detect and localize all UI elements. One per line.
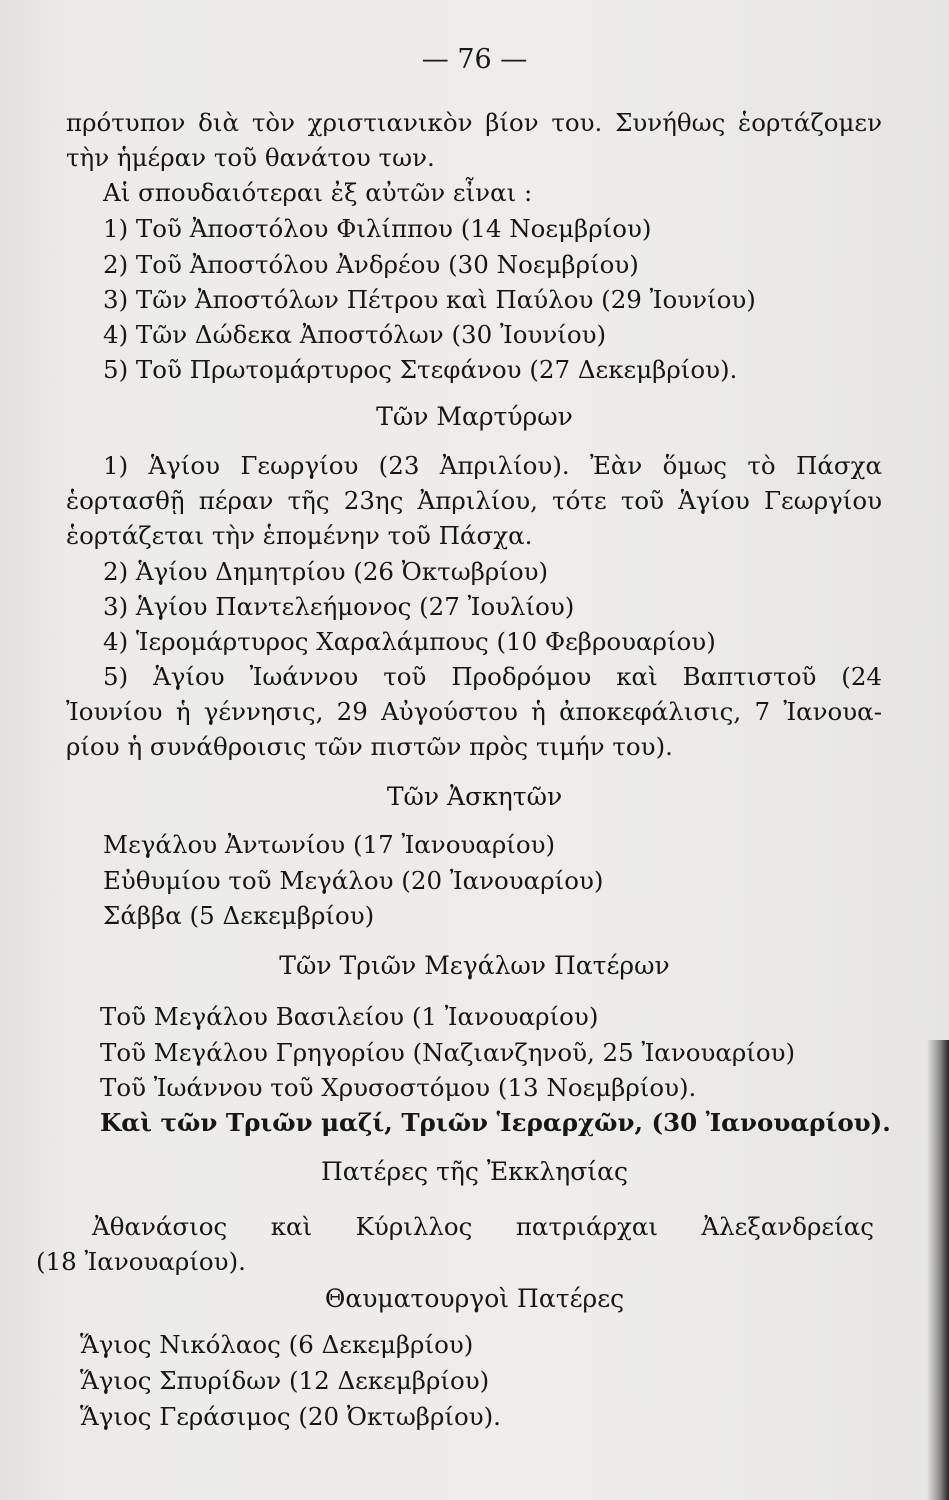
martyr-item-1-line-3: ἑορτάζεται τὴν ἑπομένην τοῦ Πάσχα. — [66, 521, 533, 550]
ascetic-item-1: Μεγάλου Ἀντωνίου (17 Ἰανουαρίου) — [103, 830, 556, 859]
martyr-item-1-line-1: 1) Ἁγίου Γεωργίου (23 Ἀπριλίου). Ἐὰν ὅμως τὸ Πάσχα — [103, 451, 882, 480]
wonderworkers-heading: Θαυματουργοὶ Πατέρες — [324, 1284, 625, 1313]
wonderworker-item-3: Ἅγιος Γεράσιμος (20 Ὀκτωβρίου). — [80, 1402, 501, 1431]
ascetics-heading: Τῶν Ἀσκητῶν — [386, 782, 563, 811]
wonderworker-item-2: Ἅγιος Σπυρίδων (12 Δεκεμβρίου) — [80, 1366, 490, 1395]
martyr-item-1-line-2: ἑορτασθῇ πέραν τῆς 23ης Ἀπριλίου, τότε τοῦ Ἁγίου Γεωργίου — [66, 486, 882, 515]
apostle-item-5: 5) Τοῦ Πρωτομάρτυρος Στεφάνου (27 Δεκεμβρίου). — [103, 355, 738, 384]
hierarch-item-3: Τοῦ Ἰωάννου τοῦ Χρυσοστόμου (13 Νοεμβρίου). — [100, 1073, 697, 1102]
intro-line-3: Αἱ σπουδαιότεραι ἐξ αὐτῶν εἶναι : — [103, 178, 533, 207]
apostle-item-3: 3) Τῶν Ἀποστόλων Πέτρου καὶ Παύλου (29 Ἰουνίου) — [103, 285, 756, 314]
martyr-item-5-line-1: 5) Ἁγίου Ἰωάννου τοῦ Προδρόμου καὶ Βαπτιστοῦ (24 — [103, 662, 882, 691]
church-fathers-line-1: Ἀθανάσιος καὶ Κύριλλος πατριάρχαι Ἀλεξανδρείας — [92, 1212, 874, 1241]
apostle-item-4: 4) Τῶν Δώδεκα Ἀποστόλων (30 Ἰουνίου) — [103, 320, 607, 349]
church-fathers-heading: Πατέρες τῆς Ἐκκλησίας — [321, 1157, 628, 1186]
church-fathers-line-2: (18 Ἰανουαρίου). — [36, 1247, 246, 1276]
page-edge-shadow — [927, 1040, 949, 1500]
hierarch-item-2: Τοῦ Μεγάλου Γρηγορίου (Ναζιανζηνοῦ, 25 Ἰανουαρίου) — [100, 1038, 796, 1067]
hierarch-item-1: Τοῦ Μεγάλου Βασιλείου (1 Ἰανουαρίου) — [100, 1002, 599, 1031]
wonderworker-item-1: Ἅγιος Νικόλαος (6 Δεκεμβρίου) — [80, 1330, 474, 1359]
ascetic-item-2: Εὐθυμίου τοῦ Μεγάλου (20 Ἰανουαρίου) — [103, 866, 604, 895]
hierarch-item-4: Καὶ τῶν Τριῶν μαζί, Τριῶν Ἱεραρχῶν, (30 Ἰανουαρίου). — [100, 1108, 891, 1137]
apostle-item-2: 2) Τοῦ Ἀποστόλου Ἀνδρέου (30 Νοεμβρίου) — [103, 250, 639, 279]
martyr-item-3: 3) Ἁγίου Παντελεήμονος (27 Ἰουλίου) — [103, 592, 575, 621]
martyr-item-4: 4) Ἱερομάρτυρος Χαραλάμπους (10 Φεβρουαρίου) — [103, 627, 716, 656]
martyr-item-2: 2) Ἁγίου Δημητρίου (26 Ὀκτωβρίου) — [103, 557, 549, 586]
intro-line-2: τὴν ἡμέραν τοῦ θανάτου των. — [66, 143, 435, 172]
apostle-item-1: 1) Τοῦ Ἀποστόλου Φιλίππου (14 Νοεμβρίου) — [103, 214, 652, 243]
martyr-item-5-line-3: ρίου ἡ συνάθροισις τῶν πιστῶν πρὸς τιμήν του). — [66, 732, 673, 761]
martyr-item-5-line-2: Ἰουνίου ἡ γέννησις, 29 Αὐγούστου ἡ ἀποκεφάλισις, 7 Ἰανουα- — [66, 697, 882, 726]
martyrs-heading: Τῶν Μαρτύρων — [376, 402, 573, 431]
ascetic-item-3: Σάββα (5 Δεκεμβρίου) — [103, 901, 375, 930]
page-number: — 76 — — [421, 44, 528, 75]
intro-line-1: πρότυπον διὰ τὸν χριστιανικὸν βίον του. Συνήθως ἑορτάζομεν — [66, 108, 882, 137]
three-hierarchs-heading: Τῶν Τριῶν Μεγάλων Πατέρων — [279, 951, 670, 980]
